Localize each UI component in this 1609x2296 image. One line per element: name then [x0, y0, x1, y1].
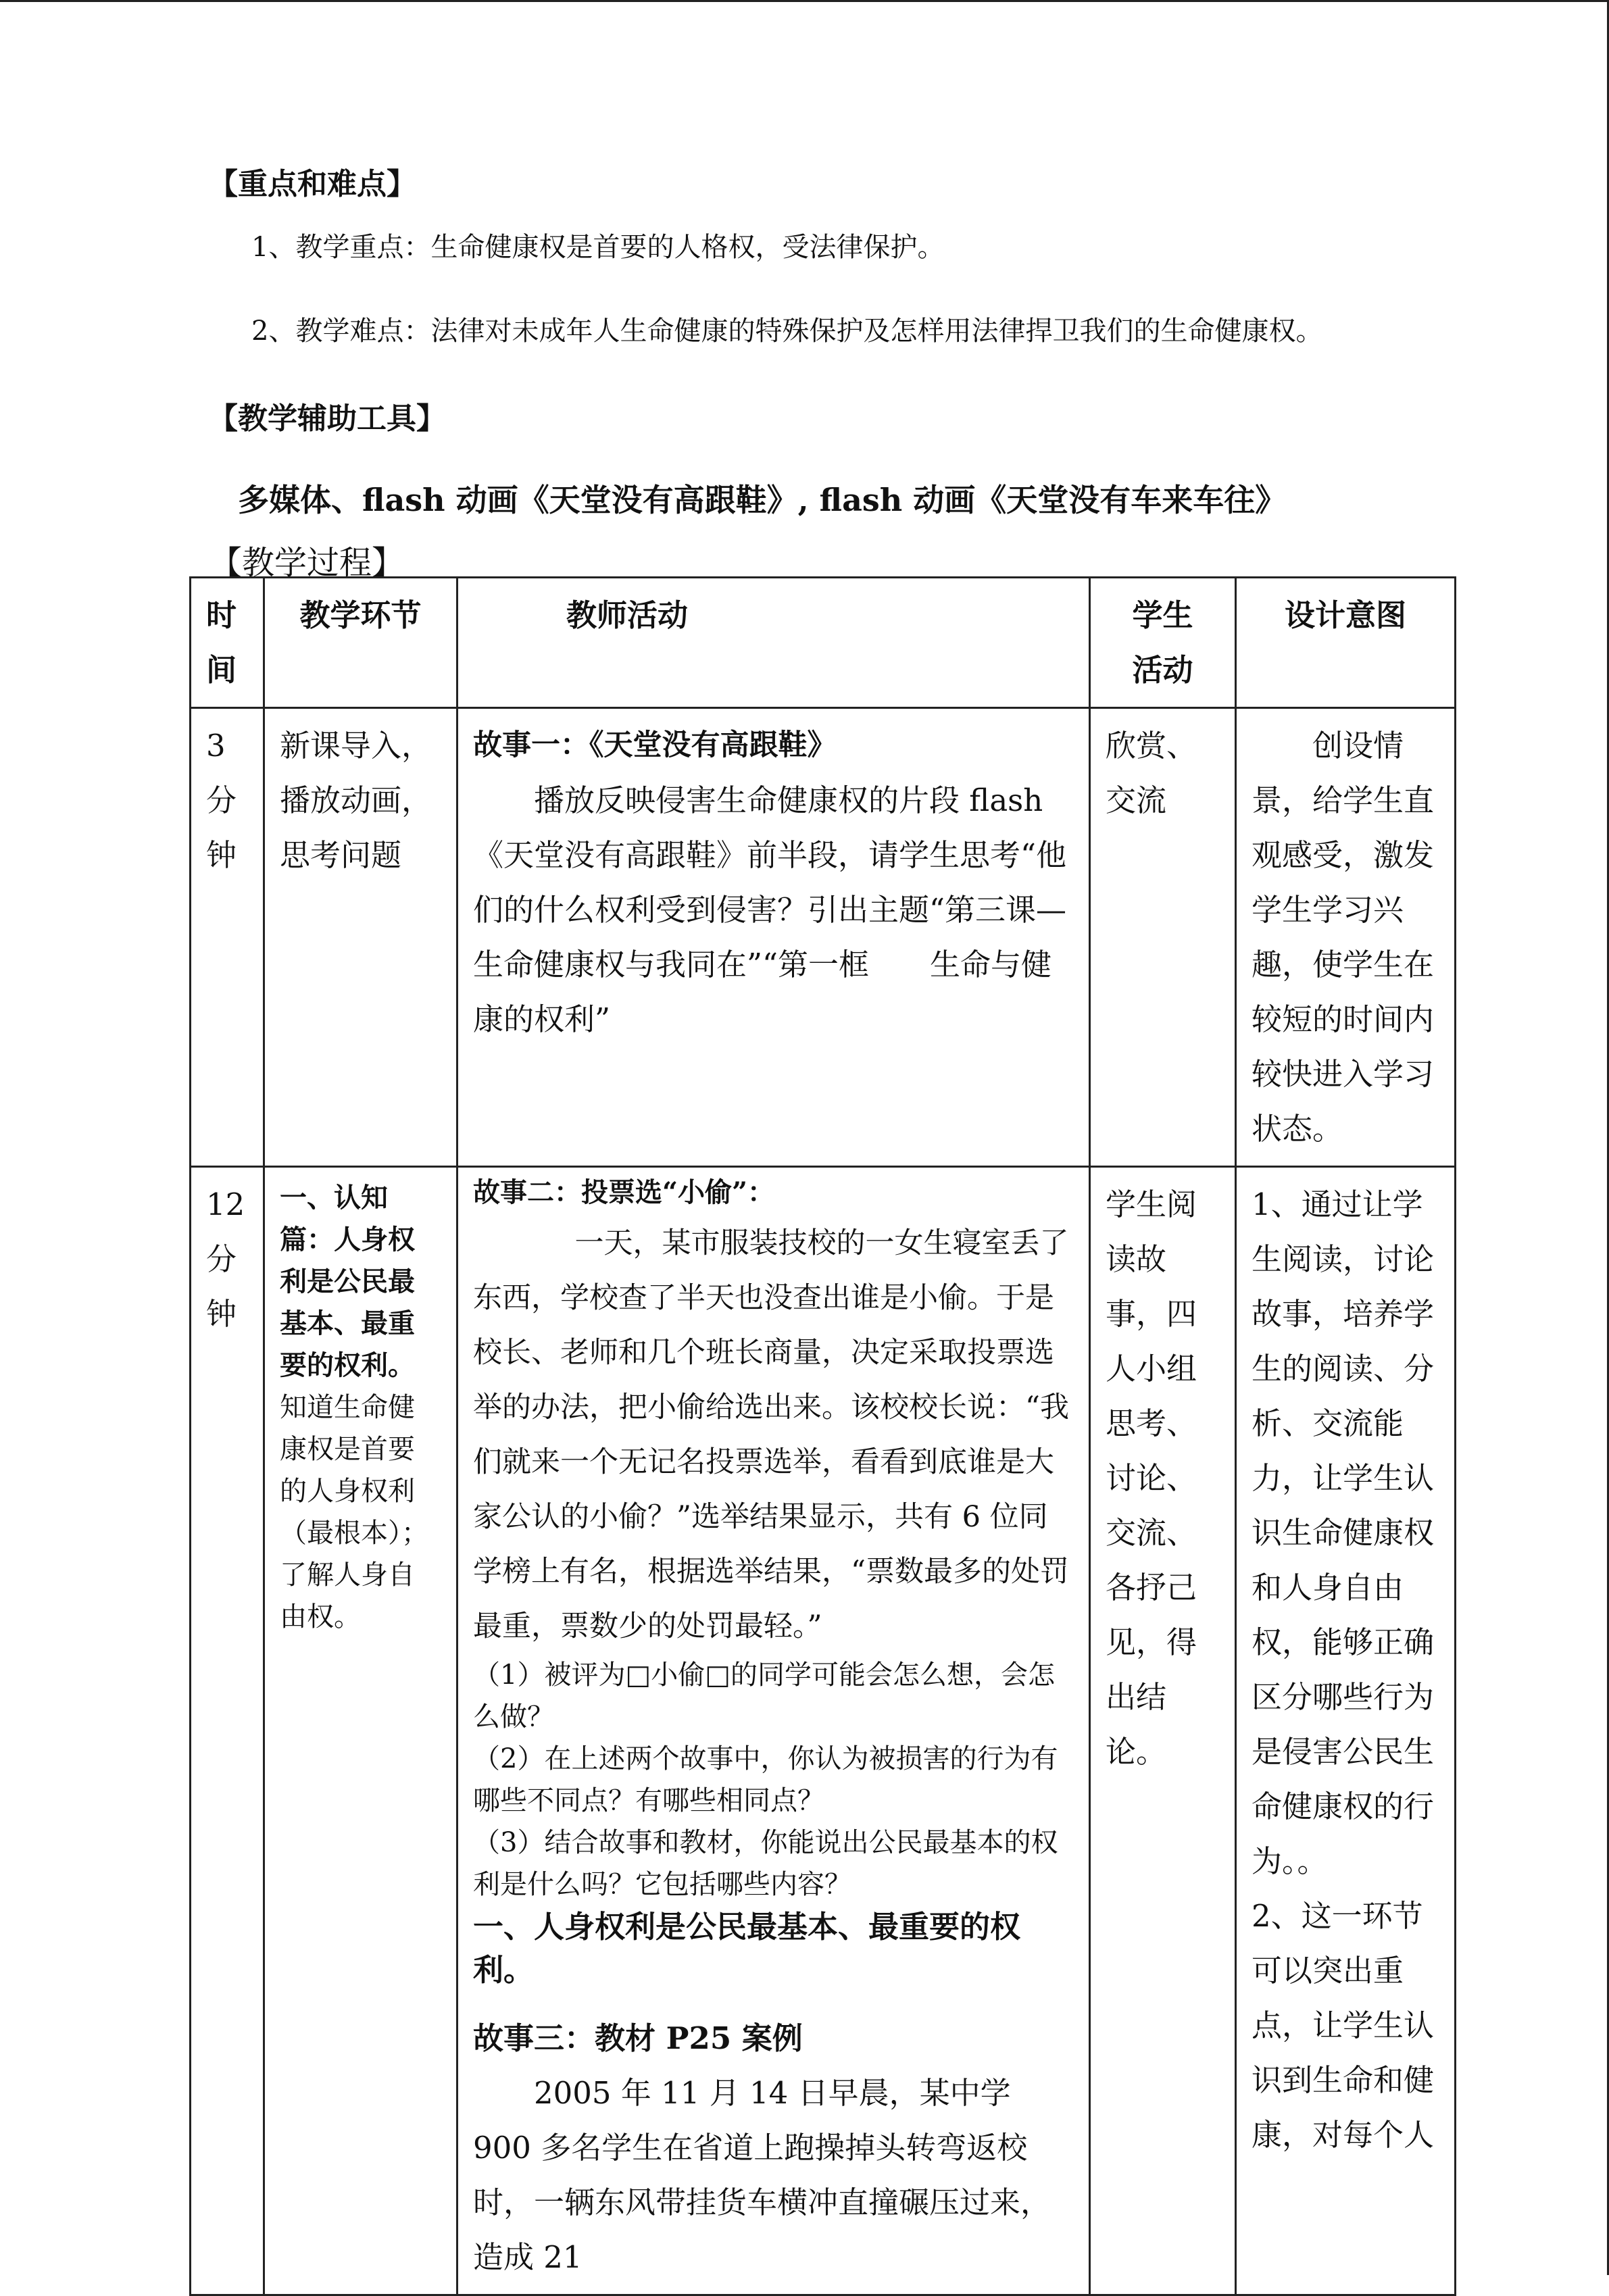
row2-teacher-inner: [458, 1168, 1089, 2294]
row2-time: 12 分 钟: [206, 1187, 245, 1332]
story3-title: 故事三：教材 P25 案例: [473, 2020, 803, 2056]
story2-block: [458, 1168, 1089, 2001]
row1-student: 欣赏、 交流: [1106, 728, 1197, 818]
header-teacher: 教师活动: [566, 597, 689, 633]
page-top-border: [0, 0, 1609, 2]
row1-story-body: 播放反映侵害生命健康权的片段 flash《天堂没有高跟鞋》前半段，请学生思考“他们的什么权利受到侵害？引出主题“第三课—生命健康权与我同在”“第一框 生命与健康的权利”: [473, 782, 1067, 1037]
story3-body: 2005 年 11 月 14 日早晨，某中学 900 多名学生在省道上跑操掉头转弯返校时，一辆东风带挂货车横冲直撞碾压过来，造成 21: [473, 2075, 1051, 2275]
row2-intent-2: 2、这一环节可以突出重点，让学生认识到生命和健康，对每个人: [1252, 1898, 1435, 2153]
table-row: [191, 708, 1456, 1167]
row2-intent-1: 1、通过让学生阅读，讨论故事，培养学生的阅读、分析、交流能力，让学生认识生命健康权和人身自由权，能够正确区分哪些行为是侵害公民生命健康权的行为。。: [1252, 1187, 1435, 1879]
row2-step-bold: 一、认知篇：人身权利是公民最基本、最重要的权利。: [280, 1182, 415, 1381]
lesson-process-table: [189, 576, 1456, 2296]
row1-intent: 创设情景，给学生直观感受，激发学生学习兴趣，使学生在较短的时间内较快进入学习状态。: [1252, 728, 1435, 1147]
story2-body: 一天，某市服装技校的一女生寝室丢了东西，学校查了半天也没查出谁是小偷。于是校长、老师和几个班长商量，决定采取投票选举的办法，把小偷给选出来。该校校长说：“我们就来一个无记名投票选举，看看到底谁是大家公认的小偷？”选举结果显示，共有 6 位同学榜上有名，根据选举结果，“票数最多的处罚最重，票数少的处罚最轻。”: [473, 1226, 1069, 1643]
header-step: 教学环节: [299, 597, 422, 633]
table-row: [191, 1167, 1456, 2295]
table-header-row: [191, 578, 1456, 708]
key-point-1: 1、教学重点：生命健康权是首要的人格权，受法律保护。: [251, 232, 945, 263]
header-intent: 设计意图: [1284, 597, 1406, 633]
process-heading: 【教学过程】: [209, 544, 405, 582]
conclusion-heading: 一、人身权利是公民最基本、最重要的权利。: [473, 1909, 1021, 1988]
row2-step: [265, 1168, 456, 1647]
row1-step: 新课导入， 播放动画， 思考问题: [280, 728, 432, 873]
question-3: （3）结合故事和教材，你能说出公民最基本的权利是什么吗？它包括哪些内容？: [473, 1827, 1058, 1900]
tools-text: 多媒体、flash 动画《天堂没有高跟鞋》, flash 动画《天堂没有车来车往》: [238, 482, 1287, 518]
question-2: （2）在上述两个故事中，你认为被损害的行为有哪些不同点？有哪些相同点？: [473, 1743, 1058, 1816]
key-point-2: 2、教学难点：法律对未成年人生命健康的特殊保护及怎样用法律捍卫我们的生命健康权。: [251, 316, 1323, 347]
story3-block: [458, 2001, 1089, 2294]
row2-step-body: 知道生命健康权是首要的人身权利（最根本）；了解人身自由权。: [280, 1392, 428, 1632]
row1-story-title: 故事一：《天堂没有高跟鞋》: [473, 728, 837, 762]
row1-teacher: [458, 709, 1089, 1056]
row2-intent: [1237, 1168, 1454, 2172]
header-time: 时 间: [206, 597, 237, 688]
story2-title: 故事二：投票选“小偷”：: [473, 1176, 775, 1208]
header-student: 学生 活动: [1132, 597, 1193, 688]
question-1: （1）被评为□小偷□的同学可能会怎么想，会怎么做？: [473, 1659, 1056, 1732]
key-points-heading: 【重点和难点】: [208, 167, 416, 201]
tools-heading: 【教学辅助工具】: [208, 401, 446, 436]
row2-student: 学生阅读故事，四人小组思考、讨论、交流、各抒己见，得出结论。: [1106, 1187, 1197, 1770]
row1-time: 3 分 钟: [206, 728, 237, 873]
